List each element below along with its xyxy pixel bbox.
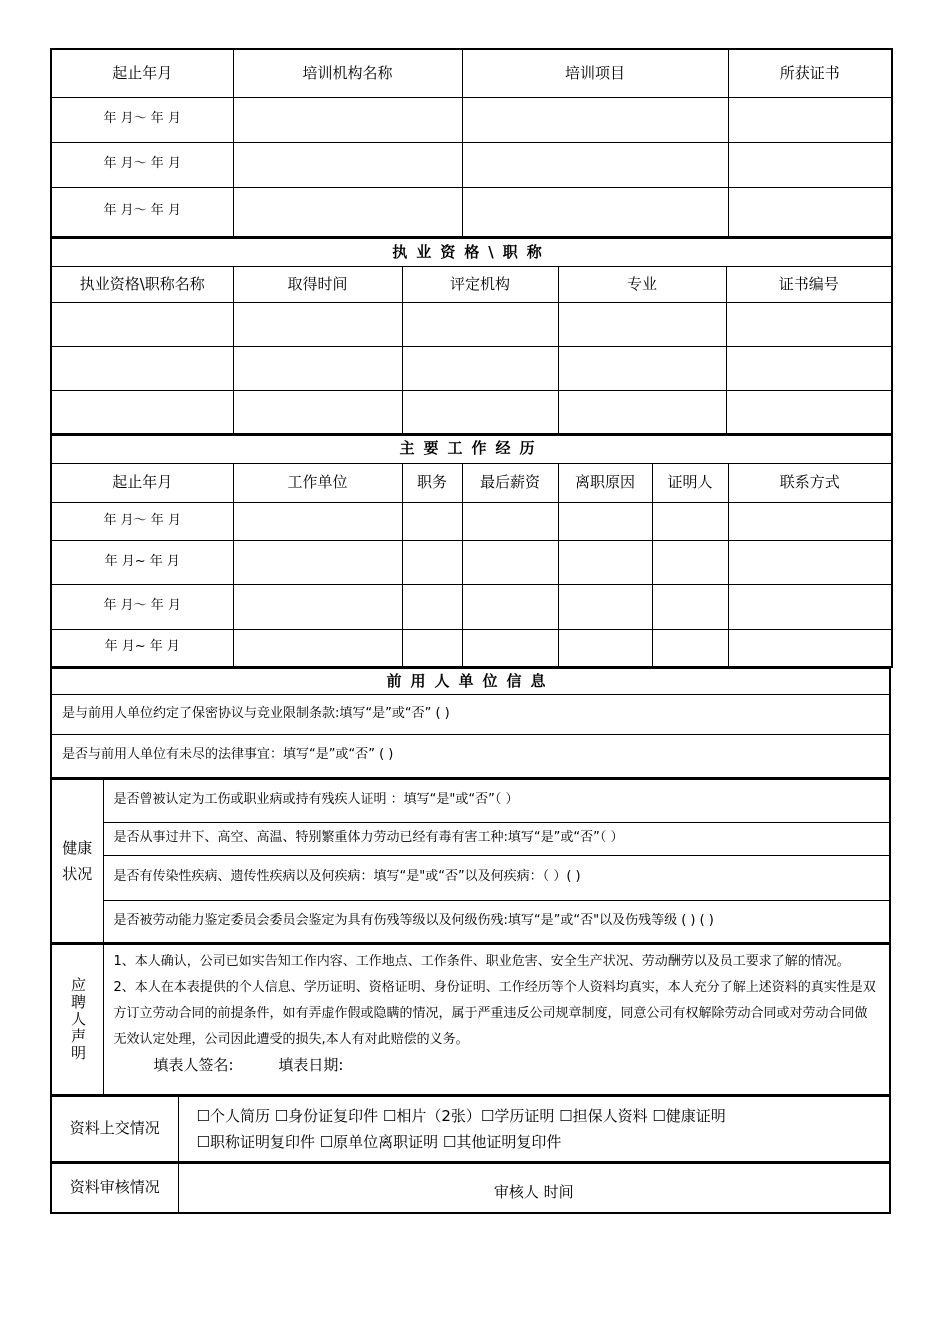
work-cell[interactable] [558, 629, 652, 667]
work-header-reason: 离职原因 [558, 463, 652, 502]
qualification-cell[interactable] [233, 391, 402, 434]
training-header-period: 起止年月 [51, 49, 233, 97]
health-table [50, 779, 891, 945]
disability-question: 是否被劳动能力鉴定委员会委员会鉴定为具有伤残等级以及何级伤残:填写“是”或“否"以及伤残等级 ( ) ( ) [103, 900, 890, 943]
training-project-cell[interactable] [462, 142, 728, 187]
qualification-cell[interactable] [51, 303, 233, 347]
work-header-employer: 工作单位 [233, 463, 402, 502]
qualification-header-date: 取得时间 [233, 267, 402, 303]
work-cell[interactable] [462, 540, 558, 584]
health-label-cell [51, 779, 103, 943]
training-certificate-cell[interactable] [728, 97, 892, 142]
training-period-cell: 年 月～ 年 月 [51, 97, 233, 142]
work-period-cell: 年 月~ 年 月 [51, 629, 233, 667]
work-header-salary: 最后薪资 [462, 463, 558, 502]
qualification-header-authority: 评定机构 [402, 267, 558, 303]
qualification-cell[interactable] [51, 391, 233, 434]
non-compete-question: 是与前用人单位约定了保密协议与竞业限制条款:填写“是”或“否” ( ) [51, 695, 890, 735]
work-cell[interactable] [728, 502, 892, 540]
qualification-table [50, 238, 893, 435]
work-cell[interactable] [402, 584, 462, 629]
work-cell[interactable] [462, 584, 558, 629]
work-cell[interactable] [728, 629, 892, 667]
fill-date-label: 填表日期: [278, 1056, 344, 1074]
table-row [51, 502, 892, 540]
review-table [50, 1163, 891, 1215]
work-cell[interactable] [652, 502, 728, 540]
work-cell[interactable] [652, 540, 728, 584]
qualification-cell[interactable] [726, 303, 892, 347]
documents-checklist-line-1[interactable]: ☐个人简历 ☐身份证复印件 ☐相片（2张）☐学历证明 ☐担保人资料 ☐健康证明 [196, 1106, 726, 1125]
work-cell[interactable] [558, 540, 652, 584]
declaration-paragraph-1: 1、本人确认，公司已如实告知工作内容、工作地点、工作条件、职业危害、安全生产状况、劳动酬劳以及员工要求了解的情况。 [113, 954, 850, 969]
previous-employer-section-title: 前用人单位信息 [51, 669, 890, 695]
work-header-contact: 联系方式 [728, 463, 892, 502]
work-cell[interactable] [233, 629, 402, 667]
work-cell[interactable] [233, 584, 402, 629]
work-cell[interactable] [728, 540, 892, 584]
qualification-cell[interactable] [558, 347, 726, 391]
training-project-cell[interactable] [462, 97, 728, 142]
documents-table [50, 1096, 891, 1163]
work-header-reference: 证明人 [652, 463, 728, 502]
qualification-cell[interactable] [233, 303, 402, 347]
signature-line [104, 1053, 890, 1077]
qualification-cell[interactable] [726, 391, 892, 434]
qualification-cell[interactable] [402, 391, 558, 434]
training-header-institution: 培训机构名称 [233, 49, 462, 97]
qualification-cell[interactable] [558, 303, 726, 347]
training-table [50, 48, 893, 238]
qualification-header-major: 专业 [558, 267, 726, 303]
table-row [51, 303, 892, 347]
table-row [51, 97, 892, 142]
work-cell[interactable] [728, 584, 892, 629]
qualification-cell[interactable] [51, 347, 233, 391]
work-section-title: 主要工作经历 [51, 435, 892, 463]
training-period-cell: 年 月～ 年 月 [51, 142, 233, 187]
qualification-header-cert-no: 证书编号 [726, 267, 892, 303]
training-certificate-cell[interactable] [728, 142, 892, 187]
declaration-label: 应聘人声明 [69, 976, 87, 1062]
declaration-paragraph-2: 2、本人在本表提供的个人信息、学历证明、资格证明、身份证明、工作经历等个人资料均真实，本人充分了解上述资料的真实性是双方订立劳动合同的前提条件，如有弄虚作假或隐瞒的情况，属于严重违反公司规章制度，同意公司有权解除劳动合同或对劳动合同做无效认定处理，公司因此遭受的损失,本人有对此赔偿的义务。 [113, 980, 876, 1047]
table-row [51, 347, 892, 391]
qualification-section-title: 执业资格\职称 [51, 239, 892, 267]
work-header-period: 起止年月 [51, 463, 233, 502]
disease-question: 是否有传染性疾病、遗传性疾病以及何疾病：填写“是"或“否”以及何疾病：（ ）( ) [103, 855, 890, 900]
qualification-cell[interactable] [726, 347, 892, 391]
work-history-table [50, 435, 893, 669]
training-institution-cell[interactable] [233, 142, 462, 187]
training-project-cell[interactable] [462, 187, 728, 237]
table-row [51, 187, 892, 237]
training-certificate-cell[interactable] [728, 187, 892, 237]
documents-checklist-line-2[interactable]: ☐职称证明复印件 ☐原单位离职证明 ☐其他证明复印件 [196, 1132, 562, 1151]
training-institution-cell[interactable] [233, 97, 462, 142]
qualification-cell[interactable] [558, 391, 726, 434]
table-row [51, 142, 892, 187]
health-label: 健康状况 [62, 838, 93, 883]
work-cell[interactable] [462, 629, 558, 667]
work-injury-question: 是否曾被认定为工伤或职业病或持有残疾人证明 ：填写“是"或“否”（ ） [103, 779, 890, 822]
work-cell[interactable] [233, 540, 402, 584]
training-header-project: 培训项目 [462, 49, 728, 97]
work-cell[interactable] [402, 629, 462, 667]
hazardous-work-question: 是否从事过井下、高空、高温、特别繁重体力劳动已经有毒有害工种:填写“是”或“否”（ ） [103, 822, 890, 855]
table-row [51, 629, 892, 667]
table-row [51, 584, 892, 629]
previous-employer-table [50, 668, 891, 779]
work-cell[interactable] [558, 502, 652, 540]
work-period-cell: 年 月～ 年 月 [51, 502, 233, 540]
qualification-cell[interactable] [233, 347, 402, 391]
review-label: 资料审核情况 [51, 1163, 178, 1213]
qualification-cell[interactable] [402, 303, 558, 347]
work-period-cell: 年 月～ 年 月 [51, 584, 233, 629]
signer-label: 填表人签名: [153, 1056, 234, 1074]
work-period-cell: 年 月~ 年 月 [51, 540, 233, 584]
work-cell[interactable] [652, 584, 728, 629]
work-cell[interactable] [462, 502, 558, 540]
qualification-cell[interactable] [402, 347, 558, 391]
training-header-certificate: 所获证书 [728, 49, 892, 97]
training-institution-cell[interactable] [233, 187, 462, 237]
training-period-cell: 年 月～ 年 月 [51, 187, 233, 237]
declaration-table [50, 944, 891, 1096]
documents-label: 资料上交情况 [51, 1096, 178, 1162]
work-cell[interactable] [233, 502, 402, 540]
work-cell[interactable] [402, 540, 462, 584]
table-row [51, 540, 892, 584]
work-header-position: 职务 [402, 463, 462, 502]
application-form [50, 48, 891, 1214]
work-cell[interactable] [558, 584, 652, 629]
work-cell[interactable] [402, 502, 462, 540]
reviewer-time-text: 审核人 时间 [178, 1163, 890, 1213]
declaration-label-cell [51, 945, 103, 1095]
table-row [51, 391, 892, 434]
legal-matters-question: 是否与前用人单位有未尽的法律事宜：填写“是”或“否” ( ) [51, 735, 890, 778]
work-cell[interactable] [652, 629, 728, 667]
qualification-header-name: 执业资格\职称名称 [51, 267, 233, 303]
